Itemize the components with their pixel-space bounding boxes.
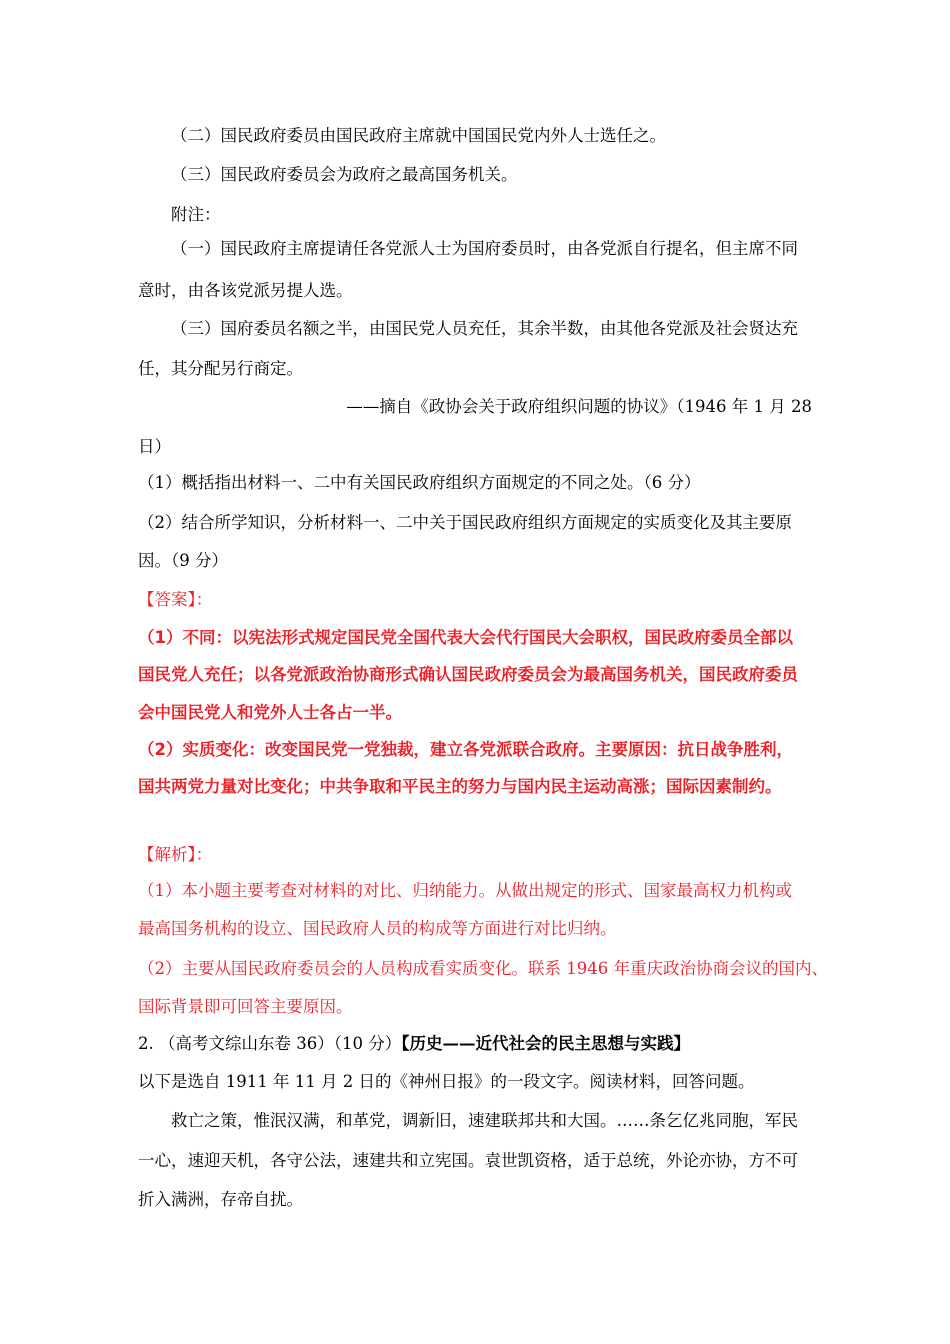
source-text: 一心，速迎天机，各守公法，速建共和立宪国。袁世凯资格，适于总统，外论亦协，方不可 — [138, 1151, 798, 1170]
material-paragraph: 意时，由各该党派另提人选。 — [138, 281, 353, 300]
analysis-label: 【解析】： — [138, 845, 213, 864]
source-citation: ——摘自《政协会关于政府组织问题的协议》（1946 年 1 月 28 — [346, 397, 812, 416]
note-title: 附注： — [171, 205, 221, 224]
question-2: （2）结合所学知识，分析材料一、二中关于国民政府组织方面规定的实质变化及其主要原 — [138, 513, 792, 532]
material-paragraph: （三）国民政府委员会为政府之最高国务机关。 — [171, 165, 518, 184]
material-paragraph: （一）国民政府主席提请任各党派人士为国府委员时，由各党派自行提名，但主席不同 — [171, 239, 798, 258]
question-2: 因。（9 分） — [138, 551, 228, 570]
answer-line: 会中国民党人和党外人士各占一半。 — [138, 703, 402, 722]
question-number: 2. （高考文综山东卷 36）（10 分） — [138, 1034, 402, 1053]
answer-line: 国共两党力量对比变化；中共争取和平民主的努力与国内民主运动高涨；国际因素制约。 — [138, 777, 782, 796]
material-paragraph: （三）国府委员名额之半，由国民党人员充任，其余半数，由其他各党派及社会贤达充 — [171, 319, 798, 338]
source-text: 救亡之策，惟泯汉满，和革党，调新旧，速建联邦共和大国。……条乞亿兆同胞，军民 — [171, 1111, 798, 1130]
analysis-line: 国际背景即可回答主要原因。 — [138, 997, 353, 1016]
question-1: （1）概括指出材料一、二中有关国民政府组织方面规定的不同之处。（6 分） — [138, 473, 701, 492]
answer-line: （2）实质变化：改变国民党一党独裁，建立各党派联合政府。主要原因：抗日战争胜利， — [138, 740, 793, 759]
question-topic: 【历史——近代社会的民主思想与实践】 — [401, 1034, 690, 1053]
analysis-line: （1）本小题主要考查对材料的对比、归纳能力。从做出规定的形式、国家最高权力机构或 — [138, 881, 792, 900]
question-intro: 以下是选自 1911 年 11 月 2 日的《神州日报》的一段文字。阅读材料，回答问题。 — [138, 1072, 755, 1091]
material-paragraph: （二）国民政府委员由国民政府主席就中国国民党内外人士选任之。 — [171, 126, 666, 145]
material-paragraph: 任，其分配另行商定。 — [138, 359, 303, 378]
source-citation: 日） — [138, 437, 171, 456]
analysis-line: （2）主要从国民政府委员会的人员构成看实质变化。联系 1946 年重庆政治协商会议的国内、 — [138, 959, 828, 978]
answer-label: 【答案】： — [138, 590, 213, 609]
answer-line: （1）不同：以宪法形式规定国民党全国代表大会代行国民大会职权，国民政府委员全部以 — [138, 628, 793, 647]
analysis-line: 最高国务机构的设立、国民政府人员的构成等方面进行对比归纳。 — [138, 919, 617, 938]
question-heading — [138, 1033, 690, 1055]
answer-line: 国民党人充任；以各党派政治协商形式确认国民政府委员会为最高国务机关，国民政府委员 — [138, 665, 798, 684]
source-text: 折入满洲，存帝自扰。 — [138, 1190, 303, 1209]
